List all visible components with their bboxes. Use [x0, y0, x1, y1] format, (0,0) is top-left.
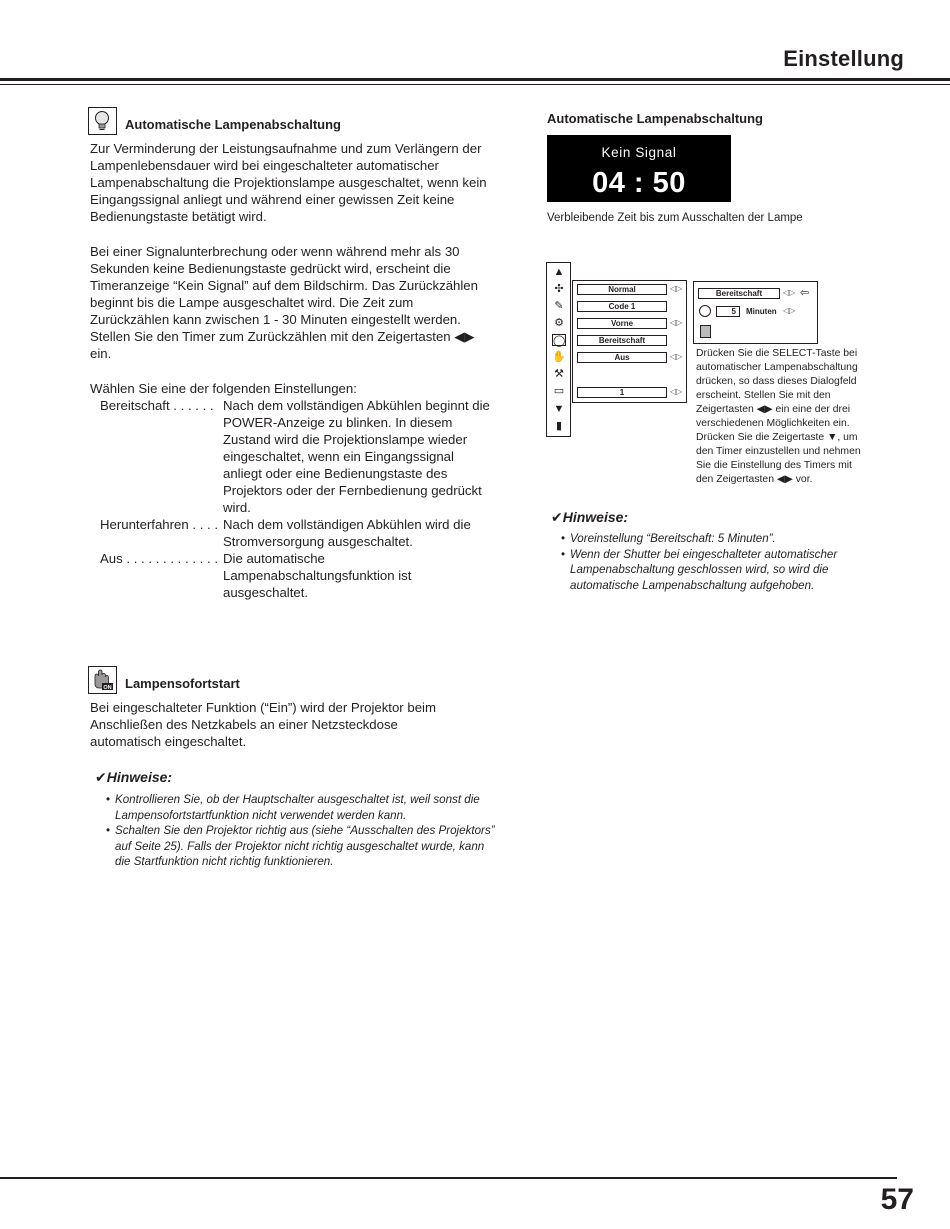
menu-field-aus: Aus	[577, 352, 667, 363]
menu-field-normal: Normal	[577, 284, 667, 295]
menu-field-bereitschaft: Bereitschaft	[577, 335, 667, 346]
right-heading: Automatische Lampenabschaltung	[547, 111, 763, 126]
exit-icon: ▮	[555, 420, 563, 432]
option-term: Aus . . . . . . . . . . . . .	[100, 551, 218, 566]
menu-field-vorne: Vorne	[577, 318, 667, 329]
dialog-mode-field: Bereitschaft	[698, 288, 780, 299]
left-right-arrows-icon: ◁▷	[670, 387, 683, 396]
left-right-arrows-icon: ◁▷	[670, 352, 683, 361]
page-number: 57	[880, 1183, 914, 1216]
option-herunterfahren	[100, 516, 500, 551]
left-right-arrows-icon: ◁▷	[783, 306, 796, 315]
section-heading-lamp-start: Lampensofortstart	[125, 676, 240, 691]
dialog-minutes-value: 5	[716, 306, 740, 317]
notes-title-text: Hinweise:	[562, 509, 629, 525]
back-arrow-icon: ⇦	[800, 287, 810, 299]
osd-message: Kein Signal	[601, 145, 677, 160]
left-right-arrows-icon: ◁▷	[783, 288, 796, 297]
pencil-icon: ✎	[554, 300, 564, 312]
notes-list-left	[106, 792, 496, 870]
notes-title-text: Hinweise:	[106, 769, 173, 785]
header-rule	[0, 78, 950, 81]
menu-field-code: Code 1	[577, 301, 667, 312]
lamp-off-description	[90, 140, 490, 225]
option-bereitschaft	[100, 397, 500, 517]
hand-on-icon	[88, 666, 117, 694]
down-arrow-icon: ▼	[553, 403, 565, 415]
note-item: • Kontrollieren Sie, ob der Hauptschalter ausgeschaltet ist, weil sonst die Lampensofortstartfunktion nicht verwendet werden kann.	[106, 792, 496, 823]
menu-sidebar	[546, 262, 571, 437]
section-heading-lamp-off: Automatische Lampenabschaltung	[125, 117, 341, 132]
note-item: • Schalten Sie den Projektor richtig aus (siehe “Ausschalten des Projektors” auf Seite 25). Falls der Projektor nicht richtig ausgeschaltet wurde, kann die Startfunktion nicht richtig funktionieren.	[106, 823, 496, 870]
dialog-minutes-unit: Minuten	[746, 307, 777, 316]
lamp-off-dialog	[693, 281, 818, 344]
note-item: • Voreinstellung “Bereitschaft: 5 Minuten”.	[561, 531, 891, 547]
clock-icon	[699, 305, 711, 317]
osd-no-signal-display	[547, 135, 731, 202]
menu-panel	[572, 280, 687, 403]
lamp-off-countdown	[90, 243, 490, 362]
notes-list-right	[561, 531, 891, 593]
option-term: Bereitschaft . . . . . .	[100, 398, 214, 413]
lamp-start-description: Bei eingeschalteter Funktion (“Ein”) wird der Projektor beim Anschließen des Netzkabels an einer Netzsteckdose automatisch eingeschaltet.	[90, 700, 436, 749]
projector-icon: ▭	[553, 385, 565, 397]
page-title: Einstellung	[783, 46, 904, 71]
notes-heading-right	[551, 509, 628, 526]
option-term: Herunterfahren . . . .	[100, 517, 219, 532]
fan-icon: ✣	[554, 283, 564, 295]
lightbulb-icon	[88, 107, 117, 135]
checkmark-icon: ✔	[95, 769, 107, 785]
wrench-icon: ⚒	[554, 368, 564, 380]
osd-timer: 04 : 50	[592, 167, 686, 199]
lamp-off-paragraph-1: Zur Verminderung der Leistungsaufnahme und zum Verlängern der Lampenlebensdauer wird bei eingeschalteter automatischer Lampenabschaltung die Projektionslampe ausgeschaltet, wenn kein Eingangssignal anliegt und während einer gewissen Zeit keine Bedienungstaste betätigt wird.	[90, 141, 487, 224]
option-definition: Nach dem vollständigen Abkühlen beginnt die POWER-Anzeige zu blinken. In diesem Zustand wird die Projektionslampe wieder eingeschaltet, wenn ein Eingangssignal anliegt oder eine Bedienungstaste des Projektors oder der Fernbedienung gedrückt wird.	[223, 398, 490, 515]
menu-field-value: 1	[577, 387, 667, 398]
option-definition: Nach dem vollständigen Abkühlen wird die Stromversorgung ausgeschaltet.	[223, 517, 471, 549]
left-right-arrows-icon: ◁▷	[670, 284, 683, 293]
option-definition: Die automatische Lampenabschaltungsfunktion ist ausgeschaltet.	[223, 551, 412, 600]
settings-icon: ⚙	[554, 317, 564, 329]
left-right-arrows-icon: ◁▷	[670, 318, 683, 327]
lightbulb-icon: ◯	[553, 335, 566, 347]
exit-icon	[700, 325, 711, 338]
lamp-off-choose: Wählen Sie eine der folgenden Einstellungen:	[90, 381, 357, 396]
dialog-instructions: Drücken Sie die SELECT-Taste bei automatischer Lampenabschaltung drücken, so dass dieses Dialogfeld erscheint. Stellen Sie mit den Zeigertasten ◀▶ ein eine der drei verschiedenen Möglichkeiten ein. Drücken Sie die Zeigertaste ▼, um den Timer einzustellen und nehmen Sie die Einstellung des Timers mit den Zeigertasten ◀▶ vor.	[696, 348, 861, 485]
lamp-off-paragraph-2: Bei einer Signalunterbrechung oder wenn während mehr als 30 Sekunden keine Bedienungstaste gedrückt wird, erscheint die Timeranzeige “Kein Signal” auf dem Bildschirm. Das Zurückzählen beginnt bis die Lampe ausgeschaltet wird. Die Zeit zum Zurückzählen kann zwischen 1 - 30 Minuten eingestellt werden. Stellen Sie den Timer zum Zurückzählen mit den Zeigertasten ◀▶ ein.	[90, 244, 478, 361]
checkmark-icon: ✔	[551, 509, 563, 525]
svg-text:ON: ON	[103, 685, 112, 691]
hand-icon: ✋	[552, 351, 566, 363]
footer-rule	[0, 1177, 897, 1179]
note-item: • Wenn der Shutter bei eingeschalteter automatischer Lampenabschaltung geschlossen wird, so wird die automatische Lampenabschaltung aufgehoben.	[561, 547, 891, 594]
header-rule-thin	[0, 84, 950, 85]
osd-caption: Verbleibende Zeit bis zum Ausschalten der Lampe	[547, 212, 803, 224]
option-aus	[100, 550, 500, 602]
notes-heading-left	[95, 769, 172, 786]
up-arrow-icon: ▲	[553, 266, 565, 278]
